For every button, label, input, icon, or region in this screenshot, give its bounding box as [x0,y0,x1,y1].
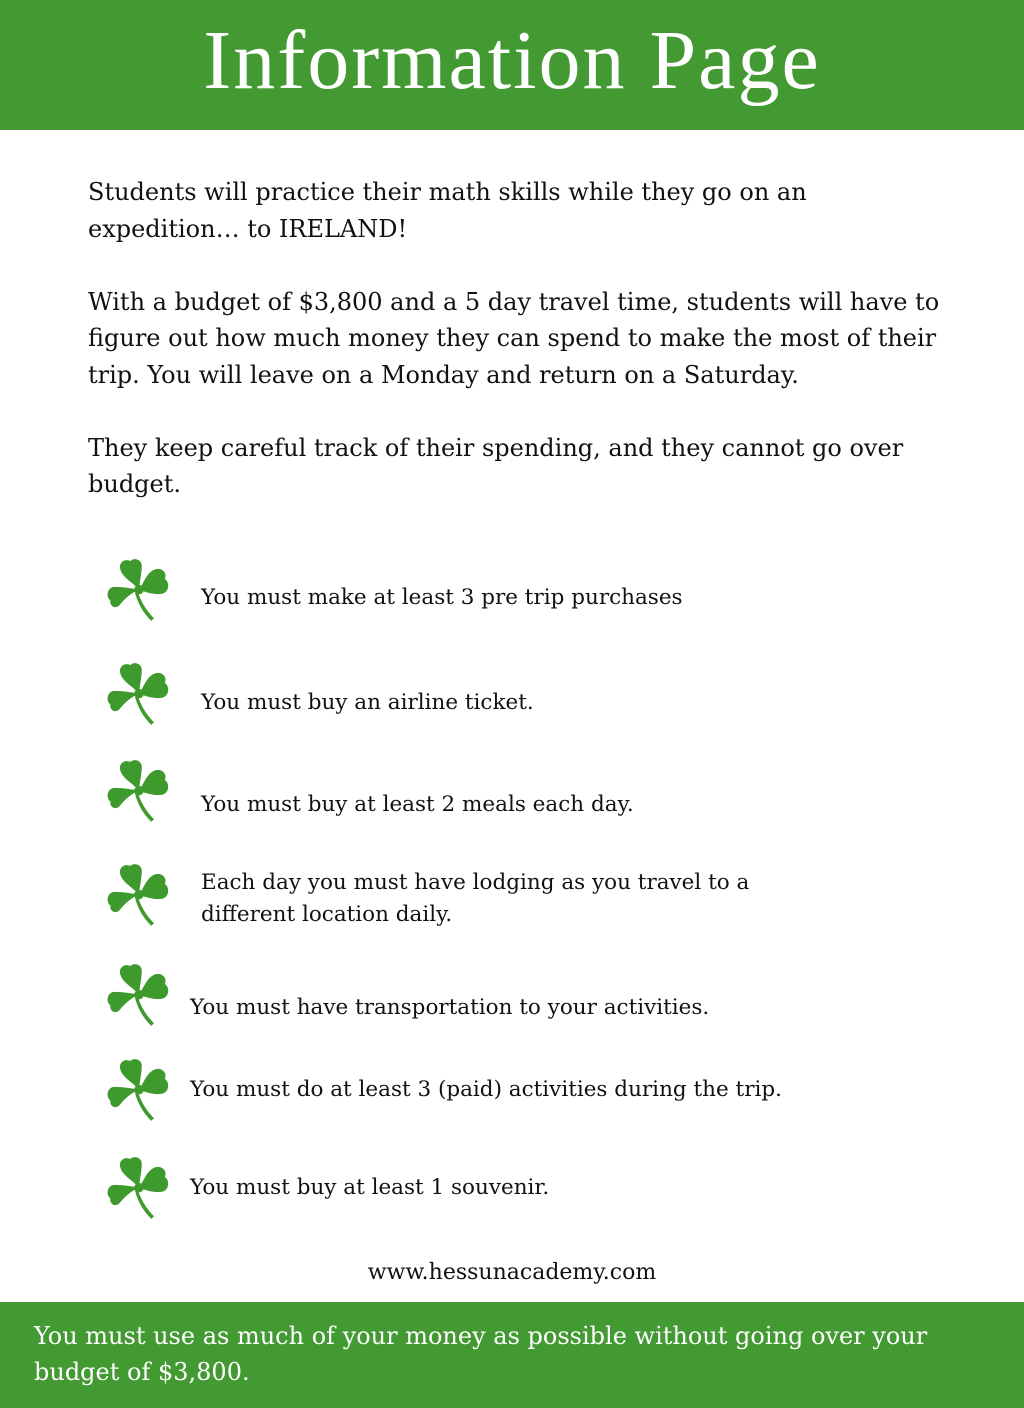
intro-paragraph: With a budget of $3,800 and a 5 day travel time, students will have to figure out how much money they can spend to make the most of their trip. You will leave on a Monday and return on a Saturday. [88,287,940,389]
requirement-text: You must buy at least 1 souvenir. [190,1175,550,1200]
requirement-item [105,1057,985,1127]
requirement-text: You must buy an airline ticket. [201,690,534,715]
shamrock-icon [105,758,173,826]
shamrock-icon [105,1155,173,1223]
requirement-item [105,962,985,1032]
requirement-item [105,661,985,731]
requirement-item [105,862,985,938]
shamrock-icon [105,1057,173,1125]
footer-text: You must use as much of your money as possible without going over your budget of $3,800. [34,1322,928,1386]
requirement-text: You must do at least 3 (paid) activities during the trip. [190,1077,782,1102]
shamrock-icon [105,962,173,1030]
intro-paragraph: Students will practice their math skills while they go on an expedition… to IRELAND! [88,178,807,243]
shamrock-icon [105,557,173,625]
header-banner [0,0,1024,130]
requirement-text: You must make at least 3 pre trip purchases [201,585,683,610]
requirement-item [105,758,985,828]
intro-section [88,174,948,503]
requirement-item [105,557,985,627]
footer-banner [0,1302,1024,1408]
requirement-text: You must buy at least 2 meals each day. [201,792,634,817]
requirement-text: Each day you must have lodging as you travel to a different location daily. [201,870,750,927]
requirement-item [105,1155,985,1225]
intro-paragraph: They keep careful track of their spending, and they cannot go over budget. [88,433,904,498]
page-title: Information Page [203,14,821,107]
website-url: www.hessunacademy.com [367,1260,657,1285]
shamrock-icon [105,862,173,930]
requirement-text: You must have transportation to your activities. [190,995,710,1020]
shamrock-icon [105,661,173,729]
